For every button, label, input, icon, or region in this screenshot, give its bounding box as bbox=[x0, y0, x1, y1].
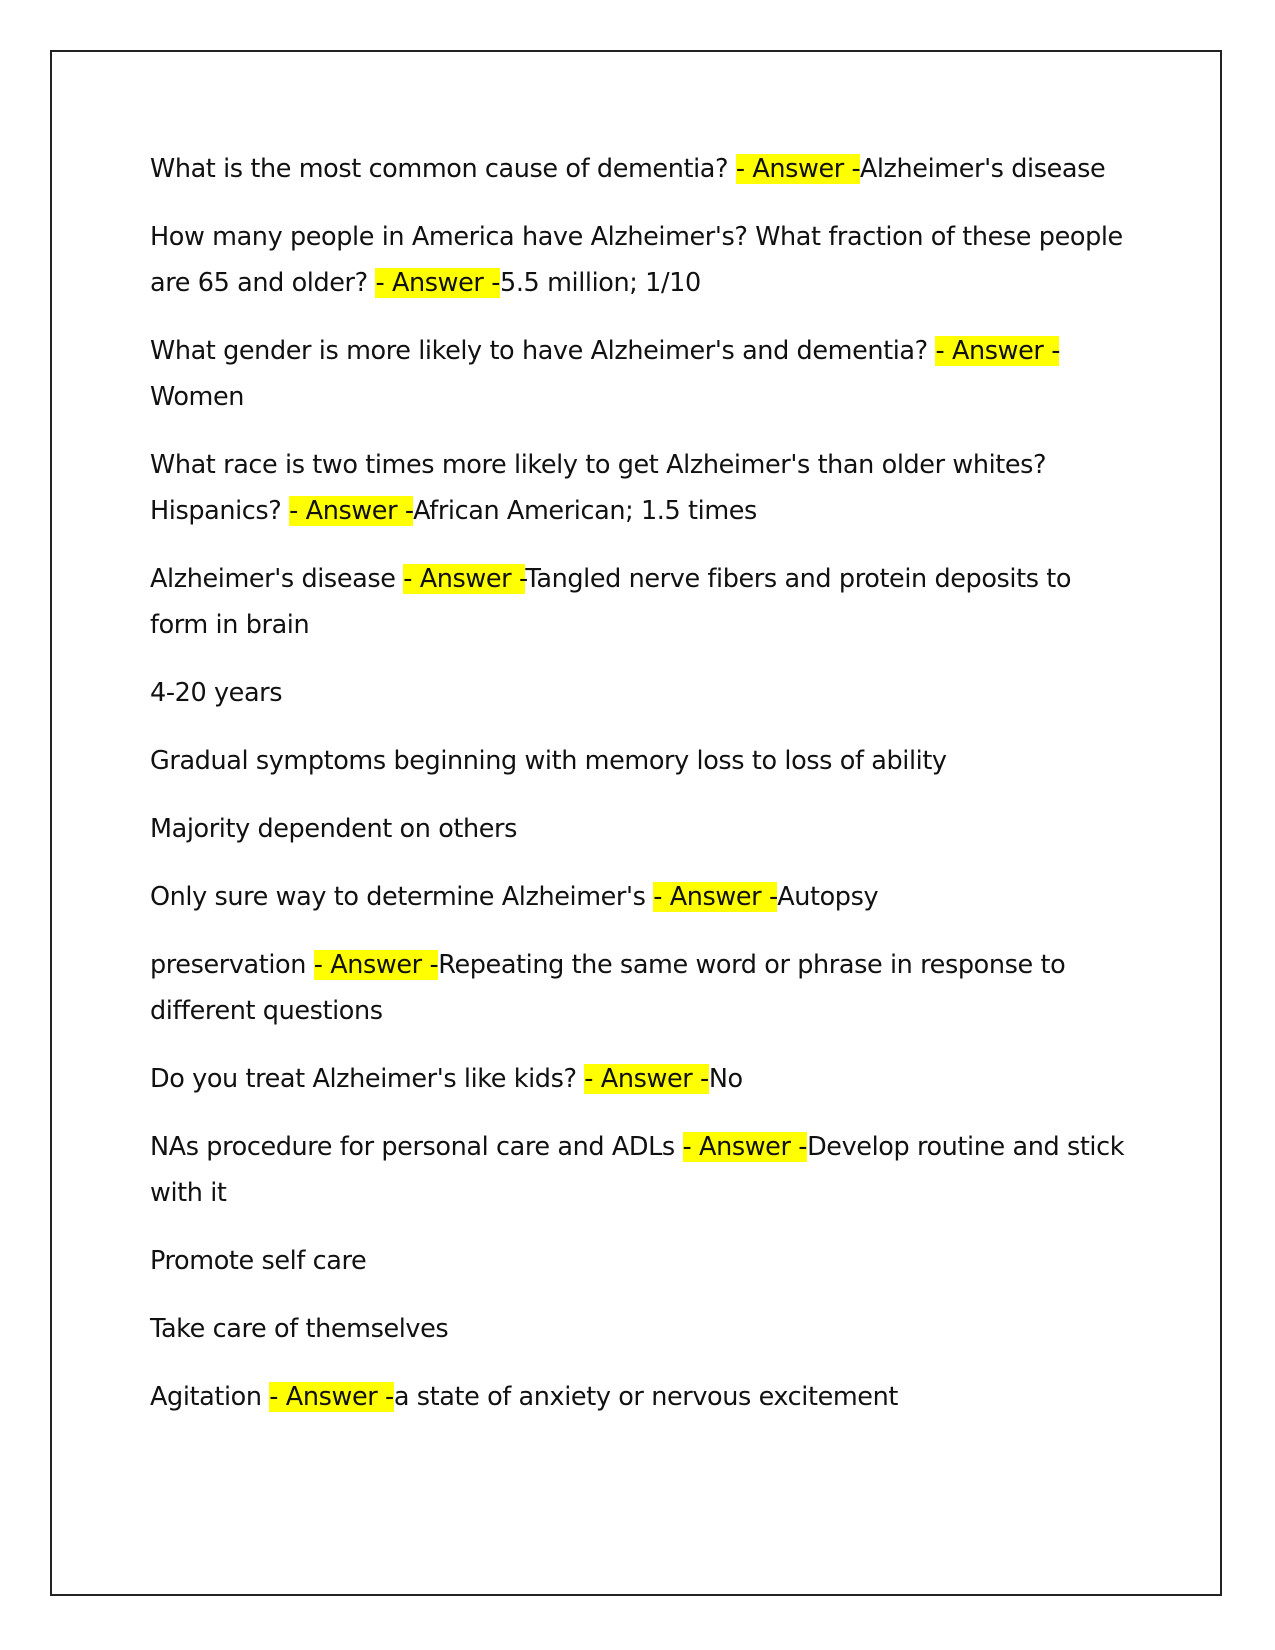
qa-entry bbox=[150, 328, 1125, 420]
question-text: What gender is more likely to have Alzheimer's and dementia? bbox=[150, 336, 936, 366]
question-text: What is the most common cause of dementia? bbox=[150, 154, 736, 184]
document-body bbox=[150, 146, 1125, 1442]
answer-marker: - Answer - bbox=[653, 882, 778, 912]
question-text: How many people in America have Alzheimer's? What fraction of these people are 65 and older? bbox=[150, 222, 1123, 298]
qa-entry bbox=[150, 1374, 1125, 1420]
answer-text: 5.5 million; 1/10 bbox=[500, 268, 701, 298]
answer-marker: - Answer - bbox=[289, 496, 414, 526]
answer-marker: - Answer - bbox=[735, 154, 860, 184]
question-text: Alzheimer's disease bbox=[150, 564, 404, 594]
question-text: Do you treat Alzheimer's like kids? bbox=[150, 1064, 585, 1094]
answer-marker: - Answer - bbox=[375, 268, 501, 298]
qa-entry bbox=[150, 442, 1125, 534]
question-text: preservation bbox=[150, 950, 314, 980]
qa-entry bbox=[150, 942, 1125, 1034]
answer-marker: - Answer - bbox=[269, 1382, 394, 1412]
qa-entry bbox=[150, 214, 1125, 306]
question-text: Only sure way to determine Alzheimer's bbox=[150, 882, 654, 912]
qa-entry bbox=[150, 1056, 1125, 1102]
qa-entry bbox=[150, 146, 1125, 192]
answer-text: Alzheimer's disease bbox=[859, 154, 1106, 184]
answer-marker: - Answer - bbox=[403, 564, 526, 594]
plain-line: Majority dependent on others bbox=[150, 814, 518, 844]
answer-text: African American; 1.5 times bbox=[413, 496, 757, 526]
answer-marker: - Answer - bbox=[682, 1132, 808, 1162]
answer-marker: - Answer - bbox=[935, 336, 1059, 366]
answer-text: No bbox=[708, 1064, 743, 1094]
answer-marker: - Answer - bbox=[584, 1064, 709, 1094]
qa-entry bbox=[150, 874, 1125, 920]
question-text: NAs procedure for personal care and ADLs bbox=[150, 1132, 683, 1162]
plain-line: Take care of themselves bbox=[150, 1314, 449, 1344]
answer-text: Autopsy bbox=[777, 882, 879, 912]
question-text: Agitation bbox=[150, 1382, 270, 1412]
question-text: What race is two times more likely to get Alzheimer's than older whites? Hispanics? bbox=[150, 450, 1047, 526]
plain-line: Promote self care bbox=[150, 1246, 367, 1276]
answer-text: a state of anxiety or nervous excitement bbox=[393, 1382, 898, 1412]
answer-text: Repeating the same word or phrase in response to different questions bbox=[150, 950, 1066, 1026]
qa-entry bbox=[150, 1124, 1125, 1216]
answer-text: Develop routine and stick with it bbox=[150, 1132, 1125, 1208]
answer-text: Tangled nerve fibers and protein deposits to form in brain bbox=[150, 564, 1072, 640]
answer-marker: - Answer - bbox=[313, 950, 439, 980]
plain-line: Gradual symptoms beginning with memory loss to loss of ability bbox=[150, 746, 947, 776]
plain-line: 4-20 years bbox=[150, 678, 283, 708]
qa-entry bbox=[150, 556, 1125, 648]
answer-text: Women bbox=[150, 382, 245, 412]
